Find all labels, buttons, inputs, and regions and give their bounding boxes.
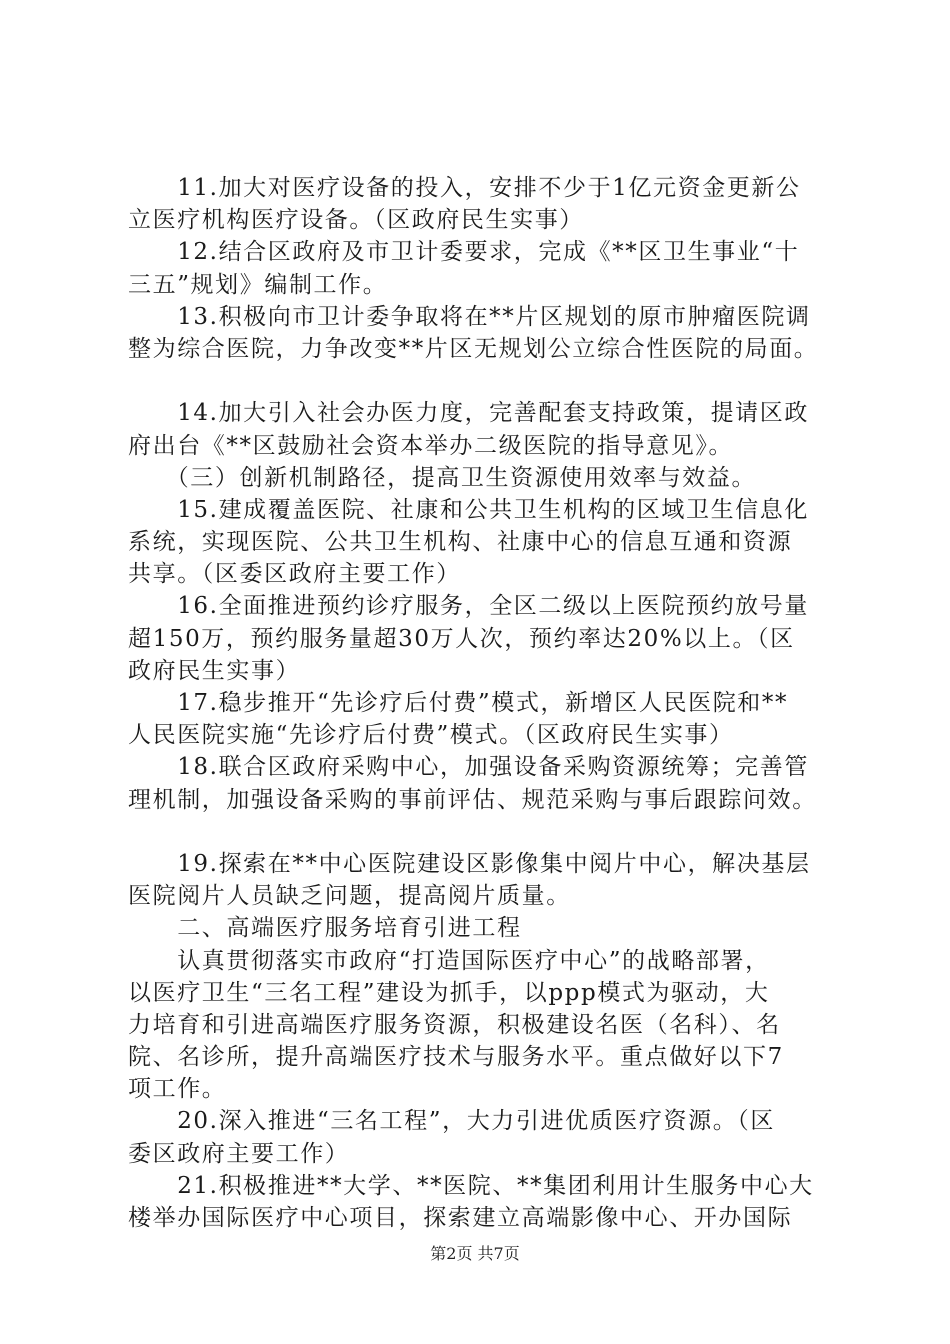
text-line: 项工作。 — [128, 1076, 227, 1103]
page-footer: 第2页 共7页 — [430, 1244, 520, 1263]
text-line: 16.全面推进预约诊疗服务，全区二级以上医院预约放号量 — [128, 593, 809, 620]
text-line: 楼举办国际医疗中心项目，探索建立高端影像中心、开办国际 — [128, 1205, 793, 1231]
text-line: 人民医院实施“先诊疗后付费”模式。（区政府民生实事） — [128, 722, 734, 749]
text-line: 府出台《**区鼓励社会资本举办二级医院的指导意见》。 — [128, 432, 734, 459]
text-line: 19.探索在**中心医院建设区影像集中阅片中心，解决基层 — [128, 850, 811, 877]
text-line: 17.稳步推开“先诊疗后付费”模式，新增区人民医院和** — [128, 690, 789, 716]
text-line: 委区政府主要工作） — [128, 1140, 350, 1167]
text-line: （三）创新机制路径，提高卫生资源使用效率与效益。 — [128, 464, 757, 491]
blank-line — [128, 816, 832, 848]
text-line: 医院阅片人员缺乏问题，提高阅片质量。 — [128, 883, 571, 910]
blank-line — [128, 365, 832, 397]
text-line: 18.联合区政府采购中心，加强设备采购资源统筹；完善管 — [128, 754, 809, 781]
text-line: 三五”规划》编制工作。 — [128, 271, 388, 298]
text-line: 立医疗机构医疗设备。（区政府民生实事） — [128, 207, 584, 234]
document-body — [128, 172, 832, 1234]
text-line: 14.加大引入社会办医力度，完善配套支持政策，提请区政 — [128, 400, 809, 427]
text-line: 院、名诊所，提升高端医疗技术与服务水平。重点做好以下7 — [128, 1044, 784, 1071]
text-line: 以医疗卫生“三名工程”建设为抓手，以ppp模式为驱动，大 — [128, 979, 770, 1006]
text-line: 超150万，预约服务量超30万人次，预约率达20%以上。（区 — [128, 625, 795, 652]
text-line: 13.积极向市卫计委争取将在**片区规划的原市肿瘤医院调 — [128, 303, 811, 330]
text-line: 共享。（区委区政府主要工作） — [128, 561, 461, 588]
text-line: 20.深入推进“三名工程”，大力引进优质医疗资源。（区 — [128, 1108, 775, 1135]
text-line: 系统，实现医院、公共卫生机构、社康中心的信息互通和资源 — [128, 529, 793, 556]
text-line: 12.结合区政府及市卫计委要求，完成《**区卫生事业“十 — [128, 239, 800, 266]
text-line: 11.加大对医疗设备的投入，安排不少于1亿元资金更新公 — [128, 175, 801, 201]
text-line: 力培育和引进高端医疗服务资源，积极建设名医（名科）、名 — [128, 1011, 781, 1038]
text-line: 认真贯彻落实市政府“打造国际医疗中心”的战略部署， — [128, 947, 770, 974]
text-line: 二、高端医疗服务培育引进工程 — [128, 915, 522, 942]
text-line: 政府民生实事） — [128, 657, 301, 684]
text-line: 理机制，加强设备采购的事前评估、规范采购与事后跟踪问效。 — [128, 786, 817, 813]
text-line: 整为综合医院，力争改变**片区无规划公立综合性医院的局面。 — [128, 335, 819, 362]
text-line: 15.建成覆盖医院、社康和公共卫生机构的区域卫生信息化 — [128, 496, 809, 523]
text-line: 21.积极推进**大学、**医院、**集团利用计生服务中心大 — [128, 1172, 814, 1199]
